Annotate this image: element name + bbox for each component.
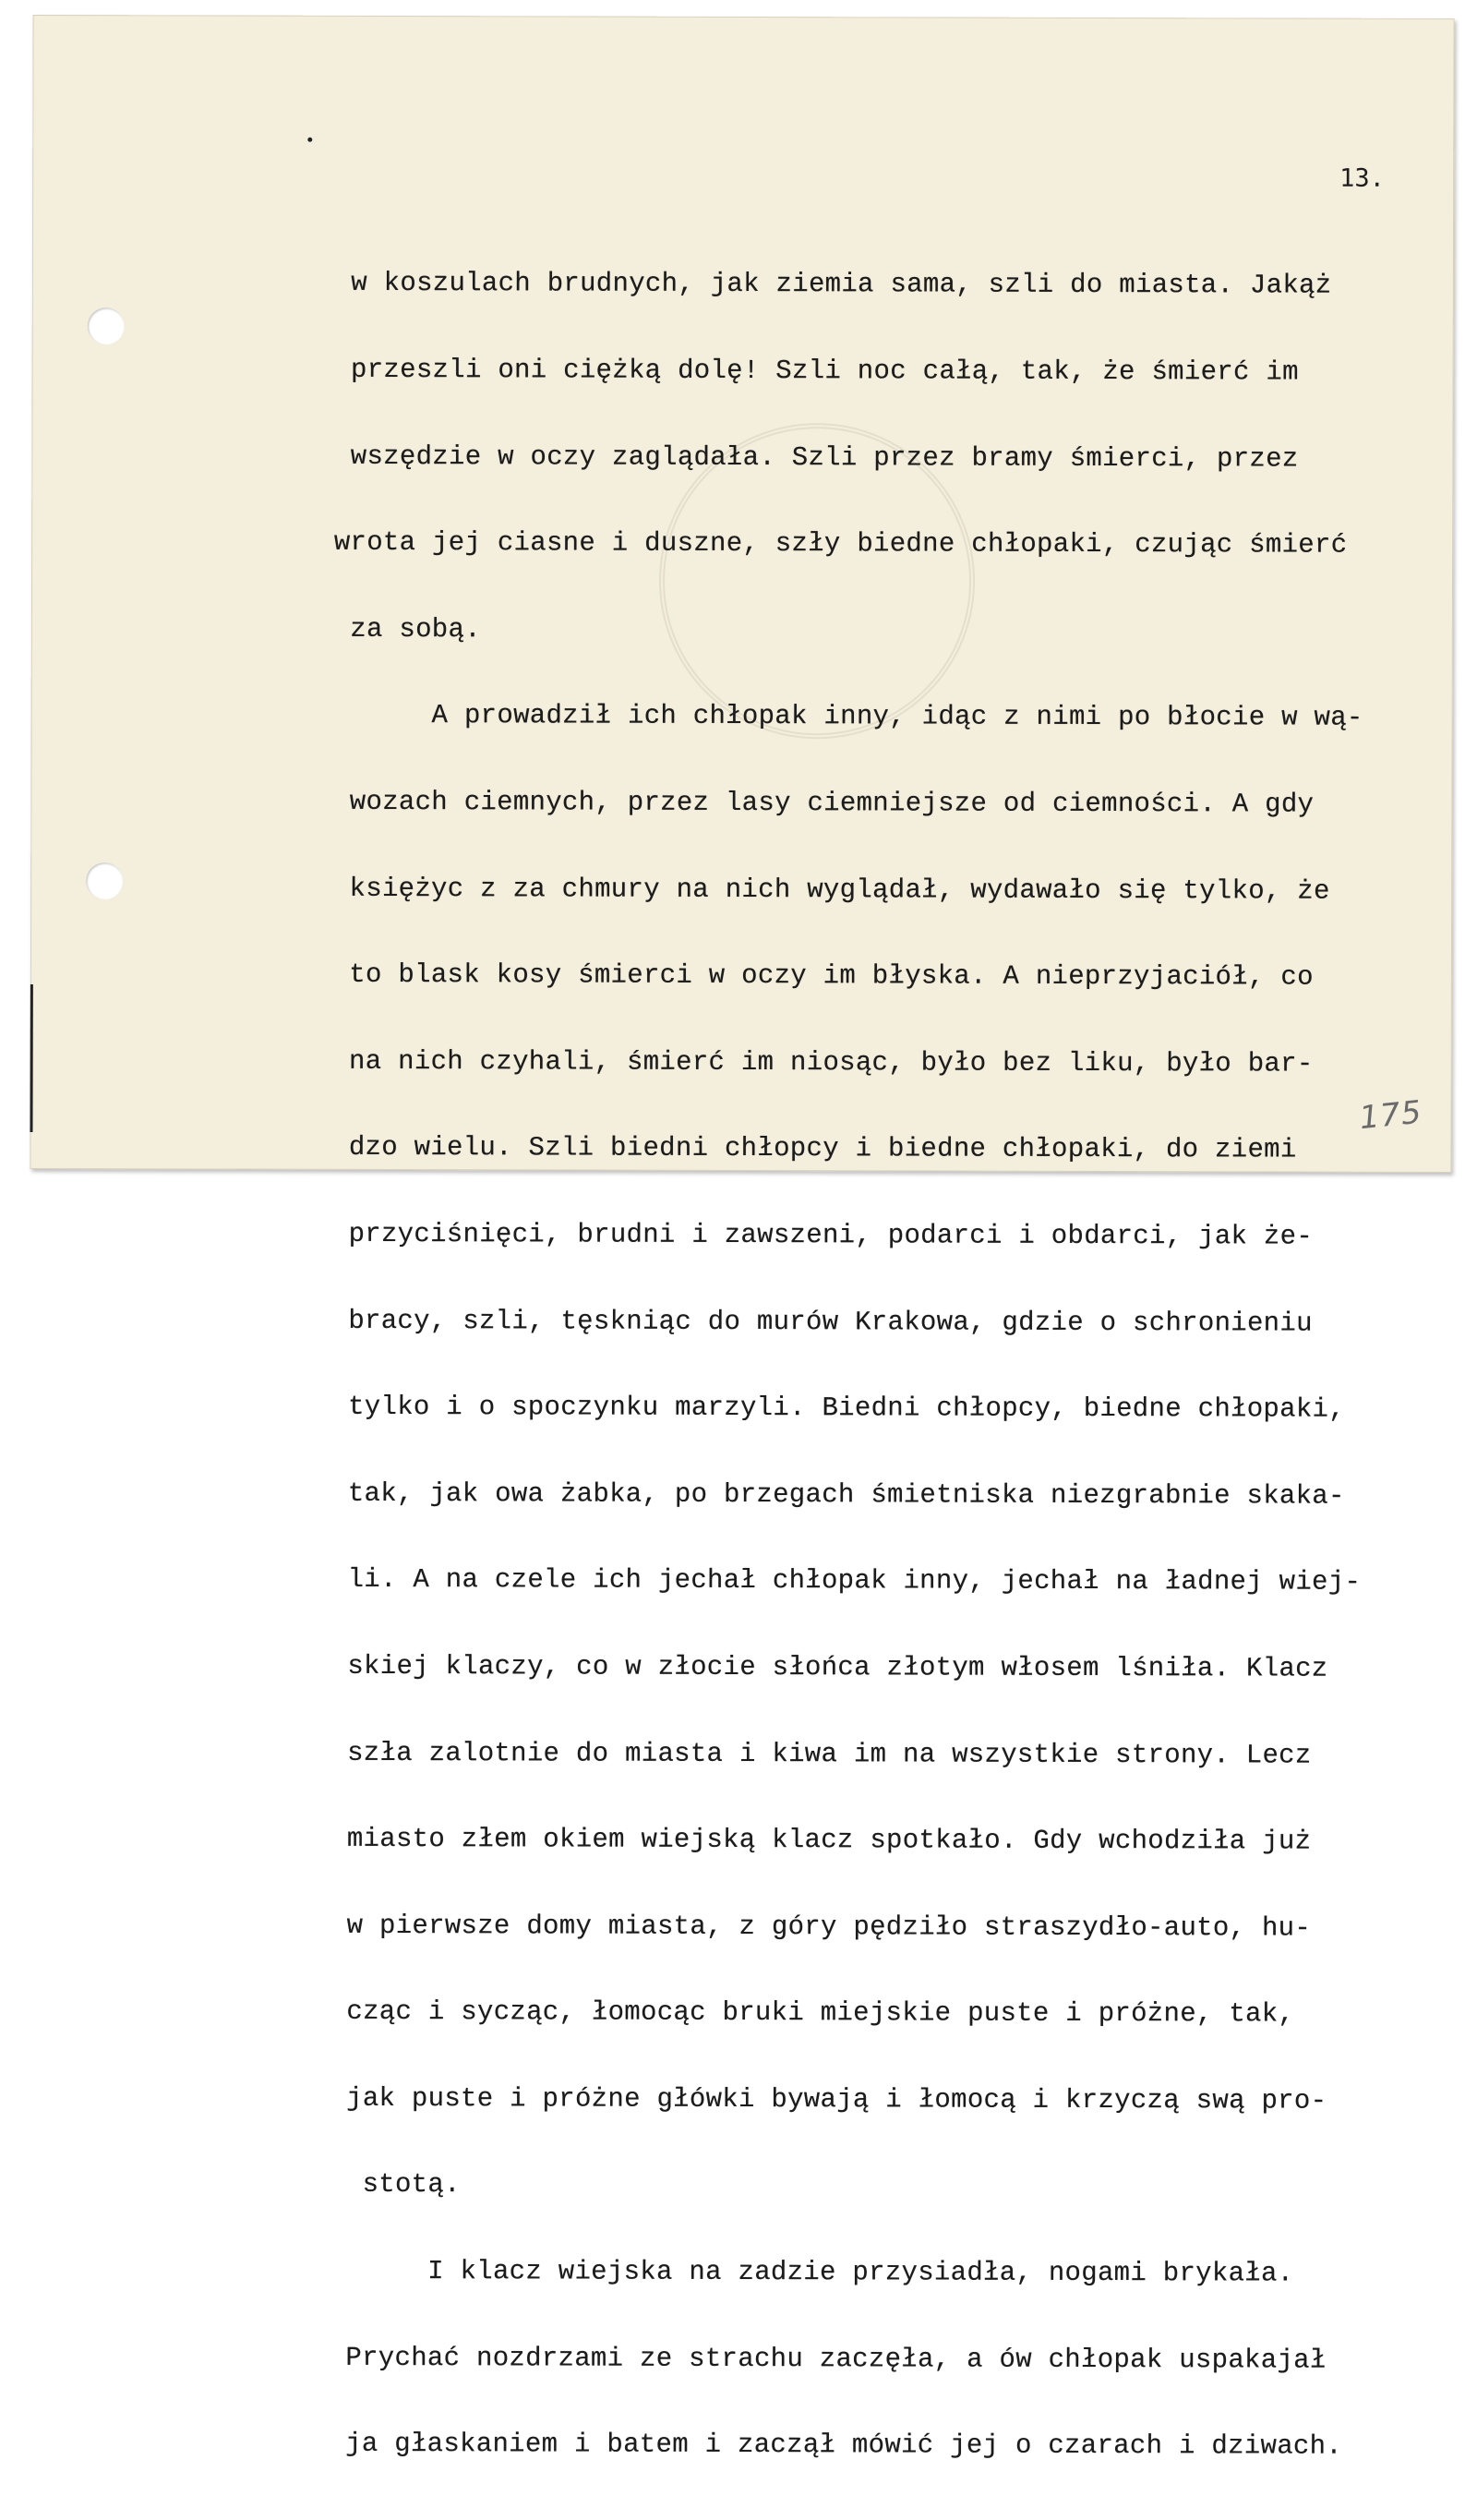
punch-hole-top <box>88 307 125 344</box>
text-line: A prowadził ich chłopak inny, idąc z nimi po błocie w wą- <box>317 700 1363 734</box>
text-line: stotą. <box>313 2169 461 2200</box>
text-line: cząc i sycząc, łomocąc bruki miejskie puste i próżne, tak, <box>313 1996 1295 2030</box>
text-line: na nich czyhali, śmierć im niosąc, było bez liku, było bar- <box>316 1045 1314 1079</box>
page-number: 13. <box>1339 163 1386 193</box>
text-line: jak puste i próżne główki bywają i łomocą i krzyczą swą pro- <box>313 2082 1327 2116</box>
text-line: tylko i o spoczynku marzyli. Biedni chłopcy, biedne chłopaki, <box>315 1391 1346 1425</box>
text-line: za sobą. <box>317 613 481 645</box>
text-line: w pierwsze domy miasta, z góry pędziło straszydło-auto, hu- <box>314 1910 1312 1944</box>
text-line: wozach ciemnych, przez lasy ciemniejsze od ciemności. A gdy <box>317 786 1315 820</box>
ink-dot <box>307 138 312 142</box>
text-line: przyciśnięci, brudni i zawszeni, podarci i obdarci, jak że- <box>316 1218 1314 1252</box>
text-line: przeszli oni ciężką dolę! Szli noc całą, tak, że śmierć im <box>318 354 1299 388</box>
text-line: skiej klaczy, co w złocie słońca złotym włosem lśniła. Klacz <box>314 1650 1328 1684</box>
text-line: li. A na czele ich jechał chłopak inny, jechał na ładnej wiej- <box>315 1564 1362 1598</box>
punch-hole-bottom <box>86 862 123 899</box>
text-line: ja głaskaniem i batem i zaczął mówić jej o czarach i dziwach. <box>312 2429 1343 2462</box>
text-line: dzo wielu. Szli biedni chłopcy i biedne chłopaki, do ziemi <box>316 1132 1297 1165</box>
text-line: I klacz wiejska na zadzie przysiadła, nogami brykała. <box>313 2255 1294 2289</box>
text-line: wrota jej ciasne i duszne, szły biedne chłopaki, czując śmierć <box>318 526 1348 561</box>
text-line: wszędzie w oczy zaglądała. Szli przez bramy śmierci, przez <box>318 440 1299 475</box>
page-edge-shadow <box>30 984 32 1132</box>
typed-text-block <box>313 211 1436 2519</box>
text-line: księżyc z za chmury na nich wyglądał, wydawało się tylko, że <box>317 873 1330 907</box>
text-line: bracy, szli, tęskniąc do murów Krakowa, gdzie o schronieniu <box>315 1305 1313 1339</box>
text-line: w koszulach brudnych, jak ziemia sama, szli do miasta. Jakąż <box>318 268 1332 302</box>
text-line: tak, jak owa żabka, po brzegach śmietniska niezgrabnie skaka- <box>315 1477 1345 1512</box>
typewritten-page <box>30 15 1454 2462</box>
archive-folio-number: 175 <box>1357 1093 1424 1138</box>
text-line: szła zalotnie do miasta i kiwa im na wszystkie strony. Lecz <box>314 1737 1312 1771</box>
text-line: Prychać nozdrzami ze strachu zaczęła, a ów chłopak uspakajał <box>312 2342 1327 2376</box>
text-line: to blask kosy śmierci w oczy im błyska. A nieprzyjaciół, co <box>316 959 1314 993</box>
text-line: miasto złem okiem wiejską klacz spotkało. Gdy wchodziła już <box>314 1823 1312 1857</box>
